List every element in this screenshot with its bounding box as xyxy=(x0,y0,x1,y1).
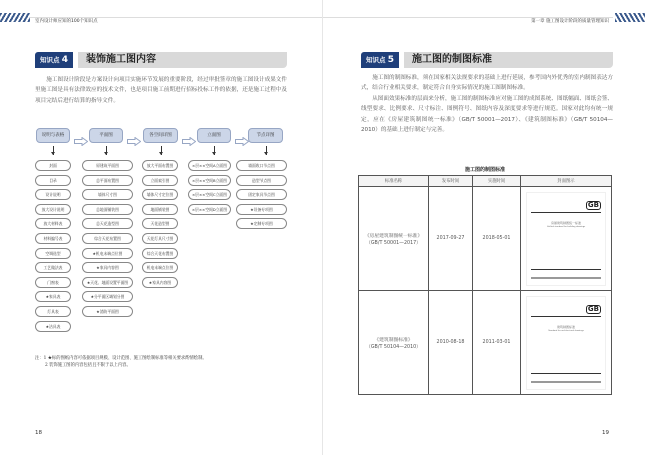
standard-title: 《房屋建筑制图统一标准》 xyxy=(364,233,423,239)
cover-title: 建筑制图标准 xyxy=(556,324,575,329)
table-row xyxy=(359,187,612,291)
flow-arrow-icon xyxy=(235,131,249,140)
flow-arrow-icon xyxy=(182,131,196,140)
flow-category: 节点详图 xyxy=(248,128,283,143)
paragraph-1: 施工图的制图标准，须在国家相关法规要求的基础上进行延展，参考国内外优秀的室内制图表达方式，结合行业相关要求，制定符合自身实际情况的施工图制图标准。 xyxy=(361,75,613,92)
flow-arrow-icon xyxy=(127,131,141,140)
published-date: 2017-09-27 xyxy=(429,187,473,291)
header-stripes xyxy=(615,13,645,22)
note-2: 2 装饰施工图的内容包括且不限于以上内容。 xyxy=(45,363,131,368)
flow-item: ★分平面区域划分图 xyxy=(82,291,133,302)
knowledge-badge xyxy=(361,52,399,68)
cover-subtitle: Unified standard for building drawings xyxy=(546,225,586,228)
section-title: 施工图的制图标准 xyxy=(404,52,613,68)
flow-item: 总天花造型图 xyxy=(82,218,133,229)
cover-subtitle: Standard for architectural drawings xyxy=(548,329,584,332)
flow-item: 墙体尺寸定位图 xyxy=(142,189,178,200)
flow-item: 放大材料表 xyxy=(35,218,71,229)
effective-date: 2018-05-01 xyxy=(473,187,521,291)
flow-item: 封面 xyxy=(35,160,71,171)
section-title-bar xyxy=(35,52,287,68)
flow-item: ★家具内容图 xyxy=(82,262,133,273)
flow-item: 综合天花布置图 xyxy=(142,248,178,259)
table-header-row xyxy=(359,176,612,187)
flow-column xyxy=(142,160,178,291)
standard-name xyxy=(359,187,429,291)
down-arrow-icon xyxy=(106,146,107,155)
header-published: 发布时间 xyxy=(429,176,473,187)
standard-title: 《建筑制图标准》 xyxy=(374,337,413,343)
flow-item: ★消防平面图 xyxy=(82,306,133,317)
flow-category: 立面图 xyxy=(197,128,231,143)
flow-item: 墙体尺寸图 xyxy=(82,189,133,200)
down-arrow-icon xyxy=(214,146,215,155)
flow-item: ★家具表 xyxy=(35,291,71,302)
flow-arrow-icon xyxy=(74,131,88,140)
header-name: 标准名称 xyxy=(359,176,429,187)
flow-item: ★天花、地面设置平面图 xyxy=(82,277,133,288)
knowledge-badge xyxy=(35,52,73,68)
header-effective: 实施时间 xyxy=(473,176,521,187)
left-page xyxy=(0,0,322,455)
standards-table xyxy=(358,175,612,395)
flow-item: 总地面铺装图 xyxy=(82,204,133,215)
flow-column xyxy=(82,160,133,321)
intro-paragraph: 施工图设计阶段是方案设计向项目实施环节发展的重要阶段，经过审批签章的施工图设计成果文件里施工图是具有法律效应的技术文件，也是项目施工前期进行招标投标工作的依据，还是施工过程中及项目完结后进行结算的指导文件。 xyxy=(35,77,287,104)
badge-number: 4 xyxy=(61,55,69,65)
notes xyxy=(35,355,207,369)
published-date: 2010-08-18 xyxy=(429,291,473,395)
paragraph-2: 从图面效果标准的层面来分析，施工图的制图标准应对施工图的成图系统、图纸幅面、图纸会签、线型要求、比例要求、尺寸标注、图例符号、图纸内容及深度要求等进行规范。国家对此均有统一规定，应在《房屋建筑制图统一标准》（GB/T 50001—2017）、《建筑制图标准》（GB/T 50104—2010）的基础上进行制定与完善。 xyxy=(361,96,613,134)
down-arrow-icon xyxy=(53,146,54,155)
flow-item: 放大平面布置图 xyxy=(142,160,178,171)
section-title: 装饰施工图内容 xyxy=(78,52,287,68)
page-number: 19 xyxy=(602,430,609,436)
flow-item: 造型节点图 xyxy=(236,175,287,186)
flow-column xyxy=(188,160,231,218)
cover-title: 房屋建筑制图统一标准 xyxy=(550,220,581,225)
badge-label: 知识点 xyxy=(40,56,60,64)
page-number: 18 xyxy=(35,430,42,436)
flow-item: ×层××空间C立面图 xyxy=(188,189,231,200)
badge-label: 知识点 xyxy=(366,56,386,64)
header-cover: 封面图示 xyxy=(521,176,612,187)
standard-code: （GB/T 50104—2010） xyxy=(366,344,421,350)
flow-item: 设计说明 xyxy=(35,189,71,200)
flow-item: 总平面布置图 xyxy=(82,175,133,186)
down-arrow-icon xyxy=(161,146,162,155)
down-arrow-icon xyxy=(266,146,267,155)
flow-item: 门窗表 xyxy=(35,277,71,288)
flow-category: 平面图 xyxy=(89,128,123,143)
running-header: 第一章 施工图设计阶段的质量管理知识 xyxy=(531,19,609,24)
badge-number: 5 xyxy=(387,55,395,65)
flow-item: 墙面收口节点图 xyxy=(236,160,287,171)
flow-item: 材料编号表 xyxy=(35,233,71,244)
header-stripes xyxy=(0,13,30,22)
flow-item: 天花灯具尺寸图 xyxy=(142,233,178,244)
flow-item: ★定制专项图 xyxy=(236,218,287,229)
flow-item: ★家具内容图 xyxy=(142,277,178,288)
flow-item: 空调选型 xyxy=(35,248,71,259)
note-1: 注：1 ★标的图纸内容可依据项目规模、设计范围、施工图绘制标准等相关要求酌情绘制。 xyxy=(35,356,207,361)
flow-category: 各空间详图 xyxy=(143,128,178,143)
flow-item: 固定家具节点图 xyxy=(236,189,287,200)
flow-item: 立面索引图 xyxy=(142,175,178,186)
flow-column xyxy=(236,160,287,233)
flow-item: 原建筑平面图 xyxy=(82,160,133,171)
flow-item: 放大设计说明 xyxy=(35,204,71,215)
flow-item: 灯具表 xyxy=(35,306,71,317)
flow-column xyxy=(35,160,71,335)
gb-logo: GB xyxy=(587,304,599,313)
flow-category: 说明与表格 xyxy=(36,128,70,143)
flow-item: 天花造型图 xyxy=(142,218,178,229)
flow-item: 工艺做法表 xyxy=(35,262,71,273)
standard-code: （GB/T 50001—2017） xyxy=(366,240,421,246)
cover-image xyxy=(521,291,612,395)
flow-item: 综合天花布置图 xyxy=(82,233,133,244)
flow-item: 地面铺装图 xyxy=(142,204,178,215)
running-header: 室内设计师应知的100个知识点 xyxy=(35,19,98,24)
effective-date: 2011-03-01 xyxy=(473,291,521,395)
gb-logo: GB xyxy=(587,200,599,209)
flow-item: ×层××空间B立面图 xyxy=(188,175,231,186)
flow-item: ×层××空间A立面图 xyxy=(188,160,231,171)
table-row xyxy=(359,291,612,395)
table-caption: 施工图的制图标准 xyxy=(464,167,505,173)
section-title-bar xyxy=(361,52,613,68)
flow-item: ★设备专项图 xyxy=(236,204,287,215)
cover-image xyxy=(521,187,612,291)
flow-item: 机电末端点位图 xyxy=(142,262,178,273)
standard-name xyxy=(359,291,429,395)
flow-item: 目录 xyxy=(35,175,71,186)
flow-item: ×层××空间D立面图 xyxy=(188,204,231,215)
flow-item: ★机电末端点位图 xyxy=(82,248,133,259)
flow-item: ★洁具表 xyxy=(35,321,71,332)
